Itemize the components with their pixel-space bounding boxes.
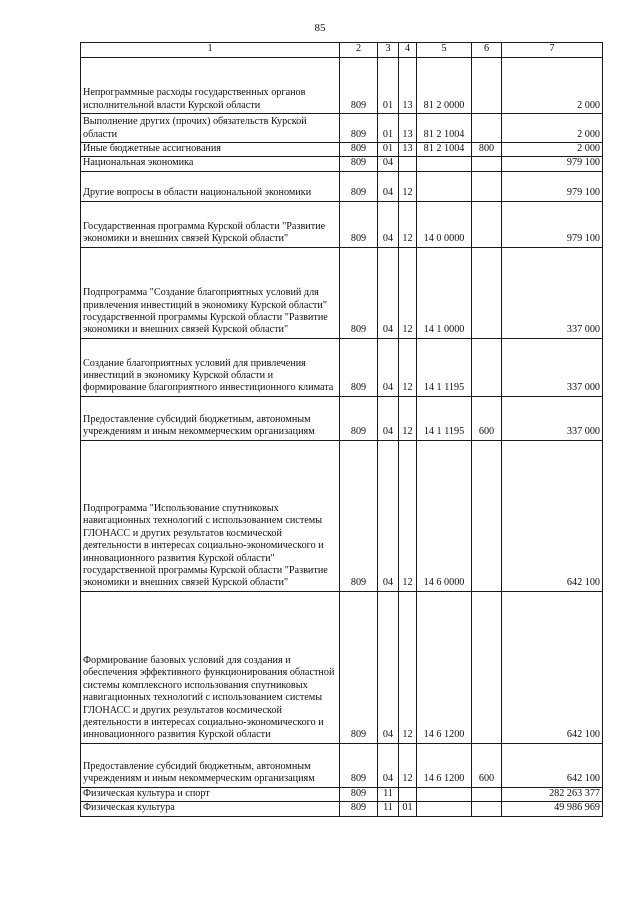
cell-rz: 11 — [378, 787, 399, 801]
cell-name: Физическая культура и спорт — [81, 787, 340, 801]
cell-ved: 809 — [340, 743, 378, 787]
cell-rz: 04 — [378, 591, 399, 743]
cell-name: Подпрограмма "Использование спутниковых навигационных технологий с использованием системы ГЛОНАСС и других результатов космической деятельности в интересах социально-экономического и инновационного развития Курской области" государственной программы Курской области "Развитие экономики и внешних связей Курской области" — [81, 440, 340, 591]
cell-sum: 282 263 377 — [502, 787, 603, 801]
cell-pr: 12 — [399, 338, 417, 396]
cell-pr: 13 — [399, 143, 417, 157]
cell-ved: 809 — [340, 440, 378, 591]
table-row — [81, 787, 603, 801]
cell-pr: 13 — [399, 114, 417, 143]
cell-name: Создание благоприятных условий для привлечения инвестиций в экономику Курской области и формирование благоприятного инвестиционного климата — [81, 338, 340, 396]
table-row — [81, 157, 603, 171]
cell-ved: 809 — [340, 114, 378, 143]
cell-sum: 642 100 — [502, 440, 603, 591]
cell-vr — [472, 591, 502, 743]
header-col-2: 2 — [340, 43, 378, 58]
cell-csr: 14 6 1200 — [417, 591, 472, 743]
page-number: 85 — [314, 22, 326, 34]
cell-csr — [417, 787, 472, 801]
cell-vr — [472, 58, 502, 114]
cell-ved: 809 — [340, 396, 378, 440]
cell-sum: 2 000 — [502, 114, 603, 143]
cell-sum: 979 100 — [502, 157, 603, 171]
cell-rz: 04 — [378, 440, 399, 591]
cell-csr: 14 1 1195 — [417, 338, 472, 396]
cell-vr — [472, 338, 502, 396]
cell-csr: 14 1 1195 — [417, 396, 472, 440]
header-col-4: 4 — [399, 43, 417, 58]
cell-rz: 04 — [378, 157, 399, 171]
cell-name: Выполнение других (прочих) обязательств Курской области — [81, 114, 340, 143]
budget-table — [80, 42, 603, 817]
table-row — [81, 201, 603, 247]
cell-name: Формирование базовых условий для создания и обеспечения эффективного функционирования областной системы комплексного использования спутниковых навигационных технологий с использованием системы ГЛОНАСС и других результатов космической деятельности в интересах социально-экономического и инновационного развития Курской области — [81, 591, 340, 743]
cell-csr — [417, 171, 472, 201]
cell-csr: 14 1 0000 — [417, 247, 472, 338]
cell-name: Непрограммные расходы государственных органов исполнительной власти Курской области — [81, 58, 340, 114]
table-row — [81, 440, 603, 591]
cell-vr: 600 — [472, 743, 502, 787]
table-row — [81, 171, 603, 201]
cell-csr: 81 2 1004 — [417, 114, 472, 143]
table-row — [81, 591, 603, 743]
cell-name: Иные бюджетные ассигнования — [81, 143, 340, 157]
cell-pr — [399, 157, 417, 171]
header-col-7: 7 — [502, 43, 603, 58]
cell-sum: 337 000 — [502, 247, 603, 338]
header-row — [81, 43, 603, 58]
cell-rz: 11 — [378, 802, 399, 816]
cell-ved: 809 — [340, 802, 378, 816]
cell-csr — [417, 157, 472, 171]
cell-name: Подпрограмма "Создание благоприятных условий для привлечения инвестиций в экономику Курской области" государственной программы Курской области "Развитие экономики и внешних связей Курской области" — [81, 247, 340, 338]
cell-rz: 04 — [378, 338, 399, 396]
cell-vr: 600 — [472, 396, 502, 440]
cell-ved: 809 — [340, 591, 378, 743]
cell-rz: 04 — [378, 201, 399, 247]
cell-csr: 81 2 1004 — [417, 143, 472, 157]
cell-pr: 12 — [399, 247, 417, 338]
table-row — [81, 114, 603, 143]
cell-name: Другие вопросы в области национальной экономики — [81, 171, 340, 201]
cell-rz: 04 — [378, 171, 399, 201]
cell-csr: 14 0 0000 — [417, 201, 472, 247]
cell-rz: 01 — [378, 114, 399, 143]
cell-ved: 809 — [340, 201, 378, 247]
cell-ved: 809 — [340, 247, 378, 338]
cell-pr: 01 — [399, 802, 417, 816]
cell-name: Национальная экономика — [81, 157, 340, 171]
cell-sum: 642 100 — [502, 743, 603, 787]
table-row — [81, 143, 603, 157]
cell-vr — [472, 787, 502, 801]
table-row — [81, 338, 603, 396]
cell-vr — [472, 171, 502, 201]
cell-ved: 809 — [340, 787, 378, 801]
table-row — [81, 247, 603, 338]
table-row — [81, 396, 603, 440]
cell-pr: 12 — [399, 440, 417, 591]
table-row — [81, 743, 603, 787]
cell-vr — [472, 802, 502, 816]
cell-ved: 809 — [340, 171, 378, 201]
header-col-6: 6 — [472, 43, 502, 58]
cell-ved: 809 — [340, 338, 378, 396]
cell-ved: 809 — [340, 157, 378, 171]
cell-ved: 809 — [340, 143, 378, 157]
cell-csr — [417, 802, 472, 816]
cell-pr: 12 — [399, 396, 417, 440]
cell-csr: 81 2 0000 — [417, 58, 472, 114]
header-col-1: 1 — [81, 43, 340, 58]
cell-csr: 14 6 0000 — [417, 440, 472, 591]
table-row — [81, 802, 603, 816]
cell-vr: 800 — [472, 143, 502, 157]
cell-name: Физическая культура — [81, 802, 340, 816]
cell-pr: 12 — [399, 743, 417, 787]
header-col-3: 3 — [378, 43, 399, 58]
cell-sum: 2 000 — [502, 58, 603, 114]
cell-name: Предоставление субсидий бюджетным, автономным учреждениям и иным некоммерческим организациям — [81, 396, 340, 440]
cell-vr — [472, 201, 502, 247]
cell-rz: 01 — [378, 58, 399, 114]
cell-name: Предоставление субсидий бюджетным, автономным учреждениям и иным некоммерческим организациям — [81, 743, 340, 787]
cell-vr — [472, 114, 502, 143]
cell-pr — [399, 787, 417, 801]
cell-pr: 13 — [399, 58, 417, 114]
cell-pr: 12 — [399, 201, 417, 247]
cell-sum: 2 000 — [502, 143, 603, 157]
cell-vr — [472, 440, 502, 591]
cell-vr — [472, 247, 502, 338]
cell-rz: 01 — [378, 143, 399, 157]
cell-sum: 979 100 — [502, 171, 603, 201]
header-col-5: 5 — [417, 43, 472, 58]
cell-vr — [472, 157, 502, 171]
cell-pr: 12 — [399, 591, 417, 743]
cell-sum: 337 000 — [502, 396, 603, 440]
cell-sum: 49 986 969 — [502, 802, 603, 816]
cell-ved: 809 — [340, 58, 378, 114]
cell-sum: 337 000 — [502, 338, 603, 396]
cell-pr: 12 — [399, 171, 417, 201]
cell-sum: 979 100 — [502, 201, 603, 247]
cell-rz: 04 — [378, 247, 399, 338]
cell-sum: 642 100 — [502, 591, 603, 743]
cell-rz: 04 — [378, 396, 399, 440]
cell-csr: 14 6 1200 — [417, 743, 472, 787]
cell-rz: 04 — [378, 743, 399, 787]
cell-name: Государственная программа Курской области "Развитие экономики и внешних связей Курской области" — [81, 201, 340, 247]
table-row — [81, 58, 603, 114]
